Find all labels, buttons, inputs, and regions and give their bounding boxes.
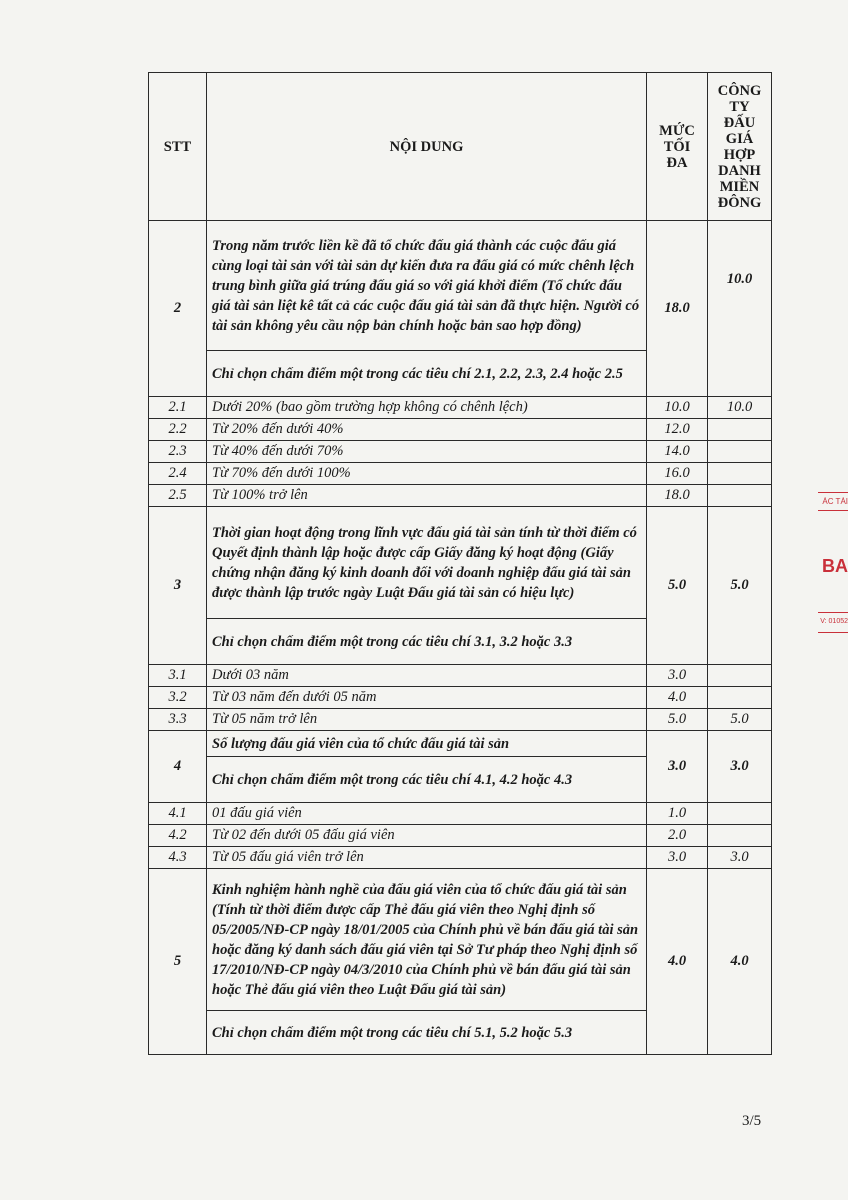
row-note: Chỉ chọn chấm điểm một trong các tiêu chí 5.1, 5.2 hoặc 5.3 — [207, 1011, 647, 1055]
row-max: 3.0 — [647, 665, 708, 687]
table-row — [149, 709, 772, 731]
row-company: 3.0 — [708, 847, 772, 869]
table-row — [149, 507, 772, 619]
row-max: 4.0 — [647, 869, 708, 1055]
row-content: Dưới 03 năm — [207, 665, 647, 687]
row-stt: 2.2 — [149, 419, 207, 441]
row-content: Số lượng đấu giá viên của tổ chức đấu giá tài sản — [207, 731, 647, 757]
table-row — [149, 419, 772, 441]
row-max: 5.0 — [647, 507, 708, 665]
header-company: CÔNG TY ĐẤU GIÁ HỢP DANH MIỀN ĐÔNG — [708, 73, 772, 221]
row-note: Chỉ chọn chấm điểm một trong các tiêu chí 3.1, 3.2 hoặc 3.3 — [207, 619, 647, 665]
row-max: 3.0 — [647, 847, 708, 869]
stamp-edge-line — [818, 612, 848, 613]
row-max: 18.0 — [647, 221, 708, 397]
table-row — [149, 665, 772, 687]
row-company: 10.0 — [708, 221, 772, 397]
row-company — [708, 687, 772, 709]
row-company: 5.0 — [708, 709, 772, 731]
table-row — [149, 731, 772, 757]
row-content: Từ 70% đến dưới 100% — [207, 463, 647, 485]
header-stt: STT — [149, 73, 207, 221]
stamp-edge-line — [818, 510, 848, 511]
row-stt: 3.2 — [149, 687, 207, 709]
row-max: 3.0 — [647, 731, 708, 803]
table-row — [149, 869, 772, 1011]
page-number: 3/5 — [742, 1113, 762, 1129]
row-content: Từ 05 năm trở lên — [207, 709, 647, 731]
stamp-text-1: ÁC TÀI — [822, 497, 848, 506]
stamp-text-3: V: 01052 — [820, 618, 848, 625]
row-company: 4.0 — [708, 869, 772, 1055]
row-stt: 4 — [149, 731, 207, 803]
row-company: 10.0 — [708, 397, 772, 419]
row-company — [708, 419, 772, 441]
row-stt: 3 — [149, 507, 207, 665]
row-stt: 2.3 — [149, 441, 207, 463]
row-company — [708, 803, 772, 825]
table-row — [149, 397, 772, 419]
scoring-table — [148, 72, 772, 1055]
row-stt: 4.1 — [149, 803, 207, 825]
table-row — [149, 687, 772, 709]
table-row — [149, 485, 772, 507]
row-company: 3.0 — [708, 731, 772, 803]
row-note: Chỉ chọn chấm điểm một trong các tiêu chí 2.1, 2.2, 2.3, 2.4 hoặc 2.5 — [207, 351, 647, 397]
row-stt: 2.1 — [149, 397, 207, 419]
row-company: 5.0 — [708, 507, 772, 665]
row-stt: 2.4 — [149, 463, 207, 485]
row-max: 12.0 — [647, 419, 708, 441]
row-stt: 2 — [149, 221, 207, 397]
stamp-edge-line — [818, 492, 848, 493]
row-max: 1.0 — [647, 803, 708, 825]
row-content: 01 đấu giá viên — [207, 803, 647, 825]
row-max: 16.0 — [647, 463, 708, 485]
row-max: 10.0 — [647, 397, 708, 419]
row-content: Từ 40% đến dưới 70% — [207, 441, 647, 463]
header-max-score: MỨC TỐI ĐA — [647, 73, 708, 221]
header-row — [149, 73, 772, 221]
row-note: Chỉ chọn chấm điểm một trong các tiêu chí 4.1, 4.2 hoặc 4.3 — [207, 757, 647, 803]
table-row — [149, 847, 772, 869]
row-company — [708, 441, 772, 463]
row-max: 14.0 — [647, 441, 708, 463]
row-max: 2.0 — [647, 825, 708, 847]
row-content: Trong năm trước liền kề đã tổ chức đấu giá thành các cuộc đấu giá cùng loại tài sản với tài sản dự kiến đưa ra đấu giá có mức chênh lệch trung bình giữa giá trúng đấu giá so với giá khởi điểm (Tổ chức đấu giá tài sản liệt kê tất cả các cuộc đấu giá tài sản đã thực hiện. Người có tài sản không yêu cầu nộp bản chính hoặc bản sao hợp đồng) — [207, 221, 647, 351]
row-stt: 4.2 — [149, 825, 207, 847]
stamp-text-2: BA — [822, 556, 848, 576]
row-company — [708, 665, 772, 687]
table-row — [149, 441, 772, 463]
stamp-edge-line — [818, 632, 848, 633]
row-content: Từ 02 đến dưới 05 đấu giá viên — [207, 825, 647, 847]
table-row — [149, 803, 772, 825]
table-row — [149, 825, 772, 847]
row-company — [708, 825, 772, 847]
row-content: Dưới 20% (bao gồm trường hợp không có chênh lệch) — [207, 397, 647, 419]
row-content: Kinh nghiệm hành nghề của đấu giá viên của tổ chức đấu giá tài sản (Tính từ thời điểm được cấp Thẻ đấu giá viên theo Nghị định số 05/2005/NĐ-CP ngày 18/01/2005 của Chính phủ về bán đấu giá tài sản hoặc đăng ký danh sách đấu giá viên tại Sở Tư pháp theo Nghị định số 17/2010/NĐ-CP ngày 04/3/2010 của Chính phủ về bán đấu giá tài sản hoặc Thẻ đấu giá viên theo Luật Đấu giá tài sản) — [207, 869, 647, 1011]
row-content: Từ 100% trở lên — [207, 485, 647, 507]
row-content: Từ 20% đến dưới 40% — [207, 419, 647, 441]
row-max: 5.0 — [647, 709, 708, 731]
row-company — [708, 463, 772, 485]
table-row — [149, 463, 772, 485]
row-stt: 4.3 — [149, 847, 207, 869]
row-content: Từ 05 đấu giá viên trở lên — [207, 847, 647, 869]
header-content: NỘI DUNG — [207, 73, 647, 221]
row-max: 4.0 — [647, 687, 708, 709]
row-stt: 2.5 — [149, 485, 207, 507]
row-stt: 3.1 — [149, 665, 207, 687]
row-max: 18.0 — [647, 485, 708, 507]
row-content: Thời gian hoạt động trong lĩnh vực đấu giá tài sản tính từ thời điểm có Quyết định thành lập hoặc được cấp Giấy đăng ký hoạt động (Giấy chứng nhận đăng ký kinh doanh đối với doanh nghiệp đấu giá tài sản được thành lập trước ngày Luật Đấu giá tài sản có hiệu lực) — [207, 507, 647, 619]
row-stt: 3.3 — [149, 709, 207, 731]
table-row — [149, 221, 772, 351]
row-stt: 5 — [149, 869, 207, 1055]
row-content: Từ 03 năm đến dưới 05 năm — [207, 687, 647, 709]
row-company — [708, 485, 772, 507]
